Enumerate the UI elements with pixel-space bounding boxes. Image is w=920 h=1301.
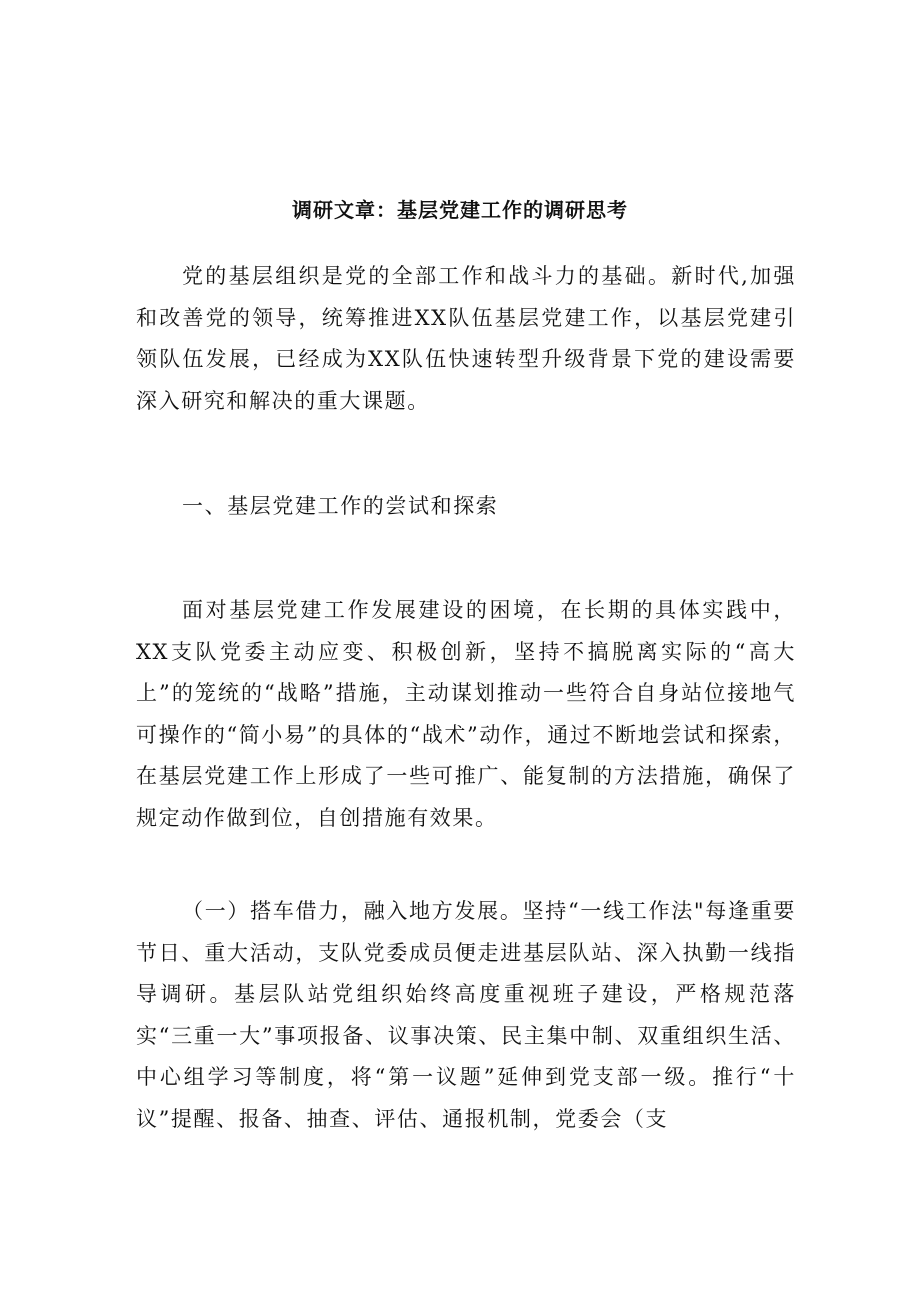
intro-paragraph: 党的基层组织是党的全部工作和战斗力的基础。新时代,加强和改善党的领导，统筹推进XX队伍基层党建工作，以基层党建引领队伍发展，已经成为XX队伍快速转型升级背景下党的建设需要深入研究和解决的重大课题。 [136,264,796,413]
document-title: 调研文章：基层党建工作的调研思考 [292,198,628,222]
section-heading: 一、基层党建工作的尝试和探索 [182,494,499,518]
body-paragraph-1: 面对基层党建工作发展建设的困境，在长期的具体实践中，XX支队党委主动应变、积极创新，坚持不搞脱离实际的“高大上”的笼统的“战略”措施，主动谋划推动一些符合自身站位接地气可操作的“简小易”的具体的“战术”动作，通过不断地尝试和探索，在基层党建工作上形成了一些可推广、能复制的方法措施，确保了规定动作做到位，自创措施有效果。 [136,598,796,830]
body-paragraph-2: （一）搭车借力，融入地方发展。坚持“一线工作法"每逢重要节日、重大活动，支队党委成员便走进基层队站、深入执勤一线指导调研。基层队站党组织始终高度重视班子建设，严格规范落实“三重一大”事项报备、议事决策、民主集中制、双重组织生活、中心组学习等制度，将“第一议题”延伸到党支部一级。推行“十议”提醒、报备、抽查、评估、通报机制，党委会（支 [136,899,796,1131]
